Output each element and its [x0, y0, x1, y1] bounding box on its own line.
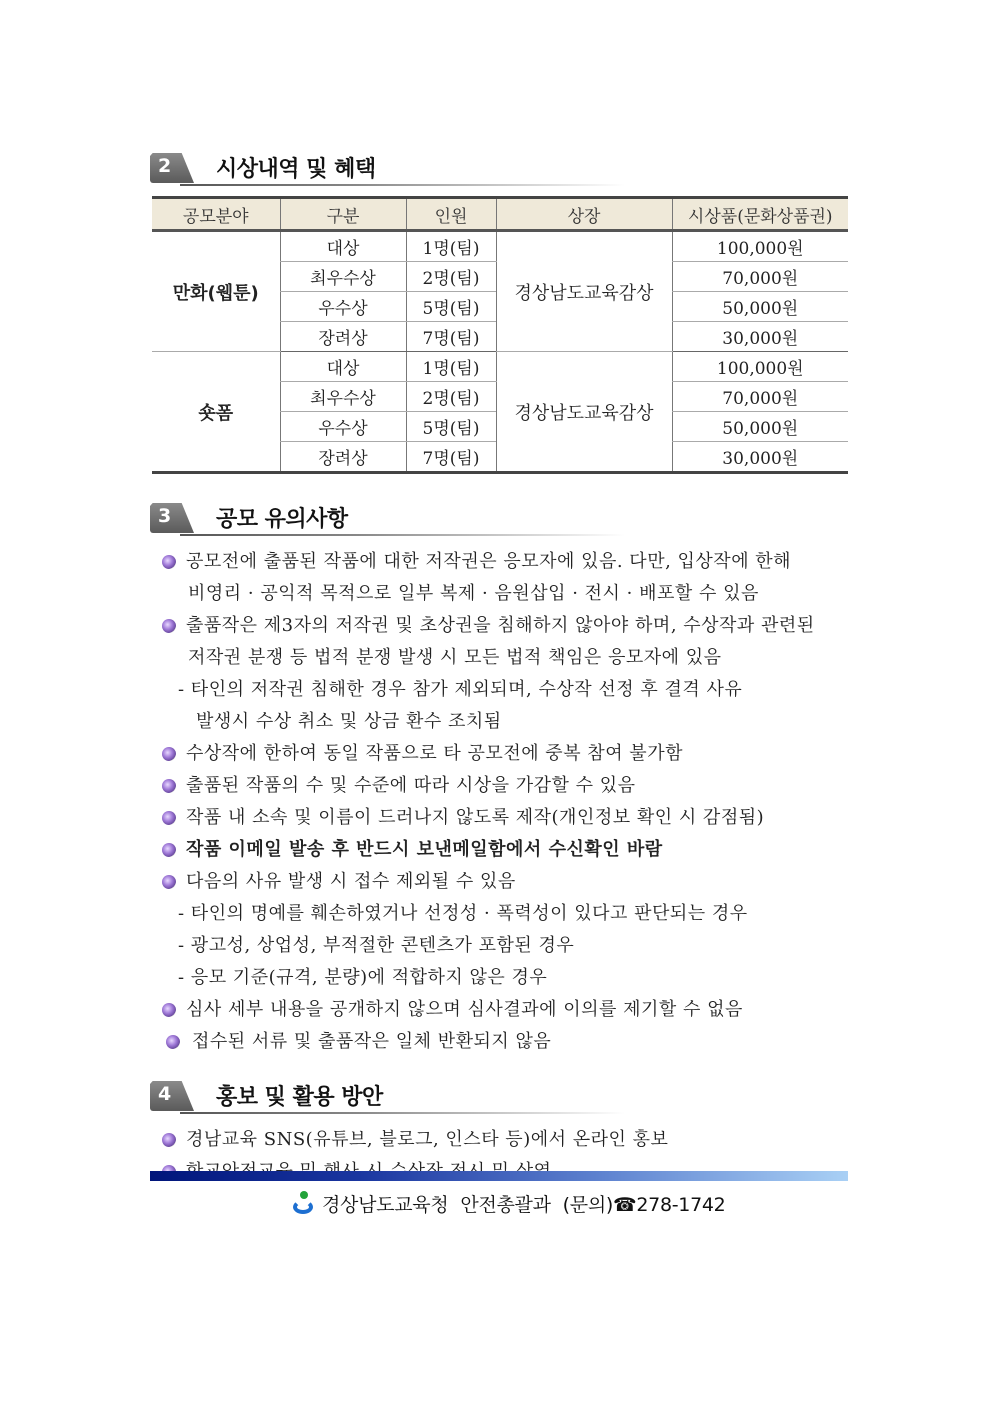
bullet-icon	[162, 843, 176, 857]
sub-item: - 광고성, 상업성, 부적절한 콘텐츠가 포함된 경우	[178, 935, 575, 956]
col-header-prize: 시상품(문화상품권)	[672, 198, 848, 231]
table-row	[152, 231, 848, 262]
grade-cell: 우수상	[280, 412, 406, 442]
field-cell: 숏폼	[152, 352, 280, 473]
bullet-icon	[162, 811, 176, 825]
count-cell: 5명(팀)	[406, 292, 496, 322]
bullet-icon	[162, 747, 176, 761]
grade-cell: 우수상	[280, 292, 406, 322]
prize-cell: 70,000원	[672, 262, 848, 292]
education-office-logo-icon	[292, 1191, 316, 1217]
item-text: 작품 이메일 발송 후 반드시 보낸메일함에서 수신확인 바람	[186, 839, 663, 860]
count-cell: 1명(팀)	[406, 352, 496, 382]
list-item	[150, 546, 850, 578]
award-cell: 경상남도교육감상	[496, 352, 672, 473]
list-item	[150, 866, 850, 898]
section-2-header	[150, 150, 850, 186]
table-row	[152, 352, 848, 382]
footer-contact	[292, 1190, 725, 1217]
count-cell: 7명(팀)	[406, 442, 496, 473]
section-underline	[180, 534, 625, 536]
grade-cell: 최우수상	[280, 262, 406, 292]
col-header-grade: 구분	[280, 198, 406, 231]
count-cell: 1명(팀)	[406, 231, 496, 262]
col-header-field: 공모분야	[152, 198, 280, 231]
col-header-count: 인원	[406, 198, 496, 231]
section-number: 3	[158, 505, 172, 527]
section-number: 4	[158, 1083, 172, 1105]
list-item	[150, 1124, 850, 1156]
item-text: 출품작은 제3자의 저작권 및 초상권을 침해하지 않아야 하며, 수상작과 관련된	[186, 615, 815, 636]
prize-cell: 50,000원	[672, 292, 848, 322]
col-header-award: 상장	[496, 198, 672, 231]
item-continuation: 비영리 · 공익적 목적으로 일부 복제 · 음원삽입 · 전시 · 배포할 수 있음	[188, 583, 759, 604]
count-cell: 2명(팀)	[406, 382, 496, 412]
section-number-badge	[150, 153, 194, 183]
section-title: 공모 유의사항	[216, 507, 348, 532]
footer-org: 경상남도교육청	[322, 1194, 449, 1216]
list-item	[150, 738, 850, 770]
item-text: 다음의 사유 발생 시 접수 제외될 수 있음	[186, 871, 516, 892]
section-number-badge	[150, 503, 194, 533]
item-text: 접수된 서류 및 출품작은 일체 반환되지 않음	[192, 1031, 552, 1052]
prize-cell: 100,000원	[672, 352, 848, 382]
bullet-icon	[162, 555, 176, 569]
section-title: 시상내역 및 혜택	[216, 157, 376, 182]
prize-cell: 50,000원	[672, 412, 848, 442]
sub-item-continuation: 발생시 수상 취소 및 상금 환수 조치됨	[196, 711, 502, 732]
bullet-icon	[162, 875, 176, 889]
bullet-icon	[162, 1003, 176, 1017]
item-continuation: 저작권 분쟁 등 법적 분쟁 발생 시 모든 법적 책임은 응모자에 있음	[188, 647, 722, 668]
grade-cell: 장려상	[280, 322, 406, 352]
grade-cell: 최우수상	[280, 382, 406, 412]
list-item	[150, 1026, 850, 1058]
prize-cell: 30,000원	[672, 442, 848, 473]
awards-table	[152, 196, 848, 474]
count-cell: 7명(팀)	[406, 322, 496, 352]
field-cell: 만화(웹툰)	[152, 231, 280, 352]
table-header-row	[152, 198, 848, 231]
document-page	[150, 150, 850, 1188]
footer-gradient-bar	[150, 1171, 848, 1181]
bullet-icon	[162, 779, 176, 793]
notes-list	[150, 546, 850, 1058]
sub-item: - 타인의 명예를 훼손하였거나 선정성 · 폭력성이 있다고 판단되는 경우	[178, 903, 748, 924]
section-underline	[180, 1112, 625, 1114]
item-text: 출품된 작품의 수 및 수준에 따라 시상을 가감할 수 있음	[186, 775, 636, 796]
prize-cell: 100,000원	[672, 231, 848, 262]
sub-item: - 응모 기준(규격, 분량)에 적합하지 않은 경우	[178, 967, 548, 988]
prize-cell: 70,000원	[672, 382, 848, 412]
item-text: 공모전에 출품된 작품에 대한 저작권은 응모자에 있음. 다만, 입상작에 한해	[186, 551, 792, 572]
item-text: 심사 세부 내용을 공개하지 않으며 심사결과에 이의를 제기할 수 없음	[186, 999, 743, 1020]
count-cell: 5명(팀)	[406, 412, 496, 442]
footer-dept: 안전총괄과	[460, 1194, 551, 1216]
sub-item: - 타인의 저작권 침해한 경우 참가 제외되며, 수상작 선정 후 결격 사유	[178, 679, 743, 700]
footer-phone: (문의)☎278-1742	[562, 1194, 726, 1216]
prize-cell: 30,000원	[672, 322, 848, 352]
grade-cell: 장려상	[280, 442, 406, 473]
section-number-badge	[150, 1081, 194, 1111]
bullet-icon	[166, 1035, 180, 1049]
section-4-header	[150, 1078, 850, 1114]
list-item	[150, 802, 850, 834]
item-text: 수상작에 한하여 동일 작품으로 타 공모전에 중복 참여 불가함	[186, 743, 683, 764]
grade-cell: 대상	[280, 231, 406, 262]
section-number: 2	[158, 155, 172, 177]
list-item	[150, 770, 850, 802]
count-cell: 2명(팀)	[406, 262, 496, 292]
list-item	[150, 610, 850, 642]
grade-cell: 대상	[280, 352, 406, 382]
list-item-emphasis	[150, 834, 850, 866]
item-text: 경남교육 SNS(유튜브, 블로그, 인스타 등)에서 온라인 홍보	[186, 1129, 669, 1150]
section-title: 홍보 및 활용 방안	[216, 1085, 383, 1110]
bullet-icon	[162, 1133, 176, 1147]
list-item	[150, 994, 850, 1026]
award-cell: 경상남도교육감상	[496, 231, 672, 352]
item-text: 작품 내 소속 및 이름이 드러나지 않도록 제작(개인정보 확인 시 감점됨)	[186, 807, 765, 828]
bullet-icon	[162, 619, 176, 633]
section-3-header	[150, 500, 850, 536]
section-underline	[180, 184, 625, 186]
